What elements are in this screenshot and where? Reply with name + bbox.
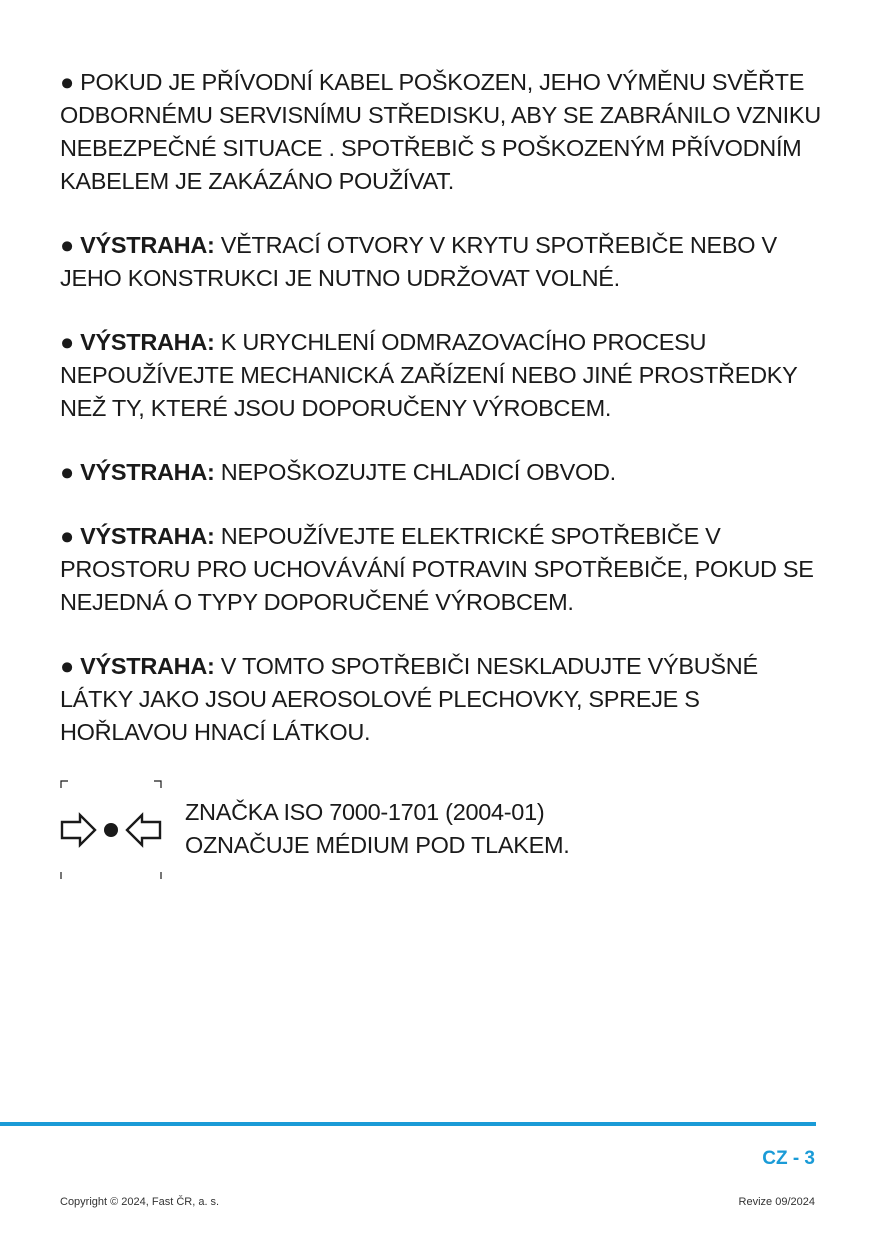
paragraph-text: NEPOŠKOZUJTE CHLADICÍ OBVOD. bbox=[220, 459, 616, 485]
paragraph-text: NEPOUŽÍVEJTE ELEKTRICKÉ SPOTŘEBIČE V PROSTORU PRO UCHOVÁVÁNÍ POTRAVIN SPOTŘEBIČE, POKUD SE NEJEDNÁ O TYPY DOPORUČENÉ VÝROBCEM. bbox=[60, 523, 814, 615]
warning-label: VÝSTRAHA: bbox=[80, 459, 215, 485]
copyright-text: Copyright © 2024, Fast ČR, a. s. bbox=[60, 1196, 220, 1208]
footer-divider bbox=[0, 1122, 816, 1126]
iso-line-2: OZNAČUJE MÉDIUM POD TLAKEM. bbox=[185, 832, 570, 858]
warning-label: VÝSTRAHA: bbox=[80, 523, 215, 549]
warning-paragraph-6 bbox=[60, 650, 830, 749]
warning-paragraph-2 bbox=[60, 229, 830, 295]
warning-paragraph-1 bbox=[60, 66, 830, 198]
bullet: ● bbox=[60, 232, 74, 258]
warning-paragraph-3 bbox=[60, 326, 830, 425]
warning-label: VÝSTRAHA: bbox=[80, 653, 215, 679]
iso-symbol-block bbox=[60, 780, 760, 880]
paragraph-text: K URYCHLENÍ ODMRAZOVACÍHO PROCESU NEPOUŽÍVEJTE MECHANICKÁ ZAŘÍZENÍ NEBO JINÉ PROSTŘEDKY NEŽ TY, KTERÉ JSOU DOPORUČENY VÝROBCEM. bbox=[60, 329, 798, 421]
page-number: CZ - 3 bbox=[762, 1148, 815, 1169]
bullet: ● bbox=[60, 329, 74, 355]
pressurized-medium-icon bbox=[60, 780, 162, 880]
paragraph-text: VĚTRACÍ OTVORY V KRYTU SPOTŘEBIČE NEBO V JEHO KONSTRUKCI JE NUTNO UDRŽOVAT VOLNÉ. bbox=[60, 232, 777, 291]
iso-description bbox=[185, 796, 569, 862]
warning-label: VÝSTRAHA: bbox=[80, 329, 215, 355]
warnings-content bbox=[60, 66, 830, 780]
bullet: ● bbox=[60, 69, 74, 95]
revision-text: Revize 09/2024 bbox=[738, 1196, 815, 1208]
bullet: ● bbox=[60, 459, 74, 485]
bullet: ● bbox=[60, 653, 74, 679]
bullet: ● bbox=[60, 523, 74, 549]
paragraph-text: V TOMTO SPOTŘEBIČI NESKLADUJTE VÝBUŠNÉ LÁTKY JAKO JSOU AEROSOLOVÉ PLECHOVKY, SPREJE S HOŘLAVOU HNACÍ LÁTKOU. bbox=[60, 653, 758, 745]
warning-paragraph-4 bbox=[60, 456, 830, 489]
iso-line-1: ZNAČKA ISO 7000-1701 (2004-01) bbox=[185, 799, 545, 825]
warning-paragraph-5 bbox=[60, 520, 830, 619]
paragraph-text: POKUD JE PŘÍVODNÍ KABEL POŠKOZEN, JEHO VÝMĚNU SVĚŘTE ODBORNÉMU SERVISNÍMU STŘEDISKU, ABY SE ZABRÁNILO VZNIKU NEBEZPEČNÉ SITUACE . SPOTŘEBIČ S POŠKOZENÝM PŘÍVODNÍM KABELEM JE ZAKÁZÁNO POUŽÍVAT. bbox=[60, 69, 821, 194]
warning-label: VÝSTRAHA: bbox=[80, 232, 215, 258]
